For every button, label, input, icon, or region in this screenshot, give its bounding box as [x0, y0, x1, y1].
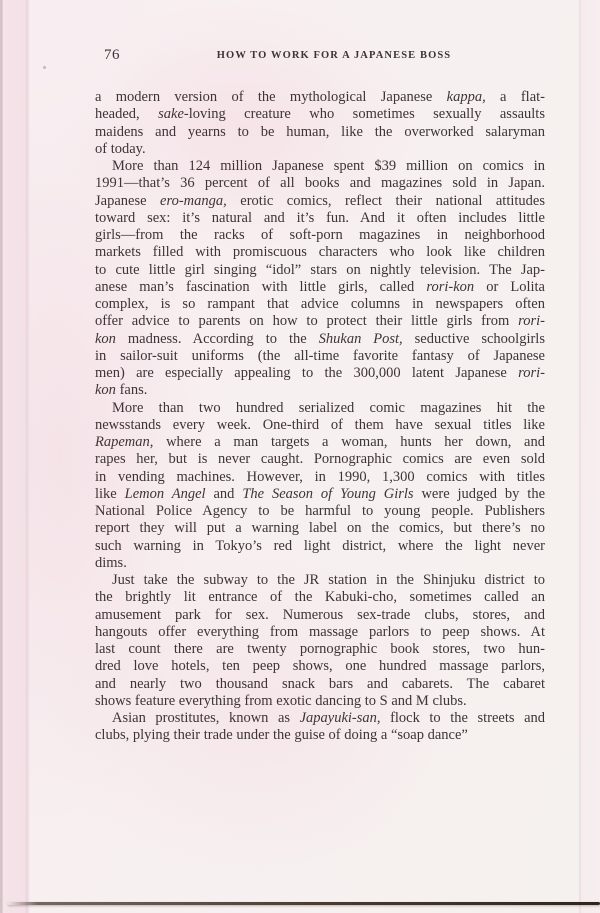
text-segment: Japanese [95, 192, 161, 209]
text-segment: markets filled with promiscuous characters who look like children [95, 244, 545, 261]
text-line [95, 210, 545, 227]
text-segment: clubs, plying their trade under the guise of doing a “soap dance” [95, 727, 468, 744]
text-segment: headed, [95, 106, 159, 123]
text-segment: rori-kon [426, 278, 475, 295]
page-header [95, 47, 545, 63]
text-line [95, 486, 545, 503]
text-line [95, 469, 545, 486]
text-segment: and [205, 485, 243, 502]
text-line [95, 262, 545, 279]
text-segment: where a man targets a woman, hunts her down, and [153, 434, 545, 450]
text-line [95, 451, 545, 468]
text-line [95, 313, 545, 330]
text-segment: amusement park for sex. Numerous sex-trade clubs, stores, and [95, 606, 545, 623]
text-line [95, 382, 545, 399]
text-line [95, 434, 545, 451]
text-line [95, 244, 545, 261]
text-segment: kappa, [446, 89, 486, 105]
body-text [95, 89, 545, 745]
text-segment: maidens and yearns to be human, like the overworked salaryman [95, 123, 545, 140]
text-segment: hangouts offer everything from massage parlors to peep shows. At [95, 623, 545, 640]
text-segment: such warning in Tokyo’s red light district, where the light never [95, 537, 545, 554]
text-segment: 1991—that’s 36 percent of all books and magazines sold in Japan. [95, 175, 545, 192]
text-line [95, 348, 545, 365]
text-segment: The Season of Young Girls [242, 485, 414, 502]
text-segment: Rapeman, [95, 434, 154, 450]
text-line [95, 727, 545, 744]
text-segment: like [95, 485, 125, 502]
text-segment: anese man’s fascination with little girls, called [95, 278, 427, 295]
text-line [95, 158, 545, 175]
text-segment: in vending machines. However, in 1990, 1,300 comics with titles [95, 468, 545, 485]
text-segment: report they will put a warning label on the comics, but there’s no [95, 520, 545, 537]
text-segment: ero-manga, [160, 192, 227, 209]
text-segment: shows feature everything from exotic dancing to S and M clubs. [95, 692, 467, 709]
text-line [95, 417, 545, 434]
text-segment: More than 124 million Japanese spent $39 million on comics in [112, 158, 545, 174]
text-segment: girls—from the racks of soft-porn magazines in neighborhood [95, 227, 545, 243]
text-segment: men) are especially appealing to the 300,000 latent Japanese [95, 365, 519, 381]
text-line [95, 89, 545, 106]
text-segment: Japayuki-san, [299, 710, 381, 726]
text-line [95, 175, 545, 192]
text-segment: a modern version of the mythological Japanese [95, 89, 447, 105]
text-segment: rori- [518, 365, 545, 381]
scan-speck [43, 66, 46, 69]
text-segment: of today. [95, 140, 146, 157]
text-segment: -loving creature who sometimes sexually assaults [183, 106, 545, 123]
text-segment: and nearly two thousand snack bars and cabarets. The cabaret [95, 675, 545, 692]
text-segment: erotic comics, reflect their national attitudes [226, 192, 545, 209]
text-segment: complex, is so rampant that advice columns in newspapers often [95, 296, 545, 312]
text-segment: kon [95, 330, 116, 347]
text-line [95, 400, 545, 417]
text-line [95, 193, 545, 210]
text-line [95, 555, 545, 572]
text-line [95, 279, 545, 296]
text-segment: newsstands every week. One-third of them have sexual titles like [95, 416, 545, 433]
text-line [95, 658, 545, 675]
text-line [95, 676, 545, 693]
text-segment: Lemon Angel [124, 485, 206, 502]
page-number: 76 [104, 47, 120, 63]
text-segment: Shukan Post, [318, 330, 403, 347]
text-segment: kon [95, 382, 116, 399]
text-line [95, 589, 545, 606]
text-segment: last count there are twenty pornographic book stores, two hun- [95, 641, 545, 657]
text-line [95, 141, 545, 158]
page-content [95, 47, 545, 745]
page-bottom-edge [8, 902, 600, 905]
text-line [95, 641, 545, 658]
text-segment: Asian prostitutes, known as [112, 710, 300, 726]
text-line [95, 607, 545, 624]
text-segment: were judged by the [413, 485, 546, 502]
text-segment: in sailor-suit uniforms (the all-time favorite fantasy of Japanese [95, 347, 545, 364]
text-segment: madness. According to the [115, 330, 319, 347]
text-segment: or Lolita [474, 278, 545, 295]
page-right-edge [579, 0, 600, 913]
text-segment: flock to the streets and [380, 710, 546, 726]
text-segment: dims. [95, 554, 127, 571]
running-header: HOW TO WORK FOR A JAPANESE BOSS [216, 50, 452, 61]
text-segment: fans. [115, 382, 148, 399]
text-segment: to cute little girl singing “idol” stars on nightly television. The Jap- [95, 261, 545, 278]
text-line [95, 365, 545, 382]
text-line [95, 106, 545, 123]
text-segment: Just take the subway to the JR station in the Shinjuku district to [112, 572, 545, 588]
text-segment: the brightly lit entrance of the Kabuki-cho, sometimes called an [95, 589, 545, 606]
text-segment: a flat- [485, 89, 545, 105]
text-line [95, 572, 545, 589]
text-line [95, 693, 545, 710]
text-line [95, 124, 545, 141]
text-line [95, 710, 545, 727]
text-line [95, 296, 545, 313]
text-segment: dred love hotels, ten peep shows, one hundred massage parlors, [95, 658, 545, 675]
text-segment: rori- [518, 313, 545, 330]
text-segment: rapes her, but is never caught. Pornographic comics are even sold [95, 451, 545, 468]
page-gutter-edge [0, 0, 30, 913]
text-segment: toward sex: it’s natural and it’s fun. And it often includes little [95, 209, 545, 226]
text-segment: National Police Agency to be harmful to young people. Publishers [95, 503, 545, 519]
text-segment: More than two hundred serialized comic magazines hit the [112, 399, 545, 416]
text-line [95, 227, 545, 244]
text-line [95, 331, 545, 348]
text-line [95, 503, 545, 520]
text-segment: offer advice to parents on how to protect their little girls from [95, 313, 519, 330]
text-line [95, 520, 545, 537]
text-segment: seductive schoolgirls [402, 330, 545, 347]
text-line [95, 538, 545, 555]
text-line [95, 624, 545, 641]
text-segment: sake [158, 106, 184, 123]
